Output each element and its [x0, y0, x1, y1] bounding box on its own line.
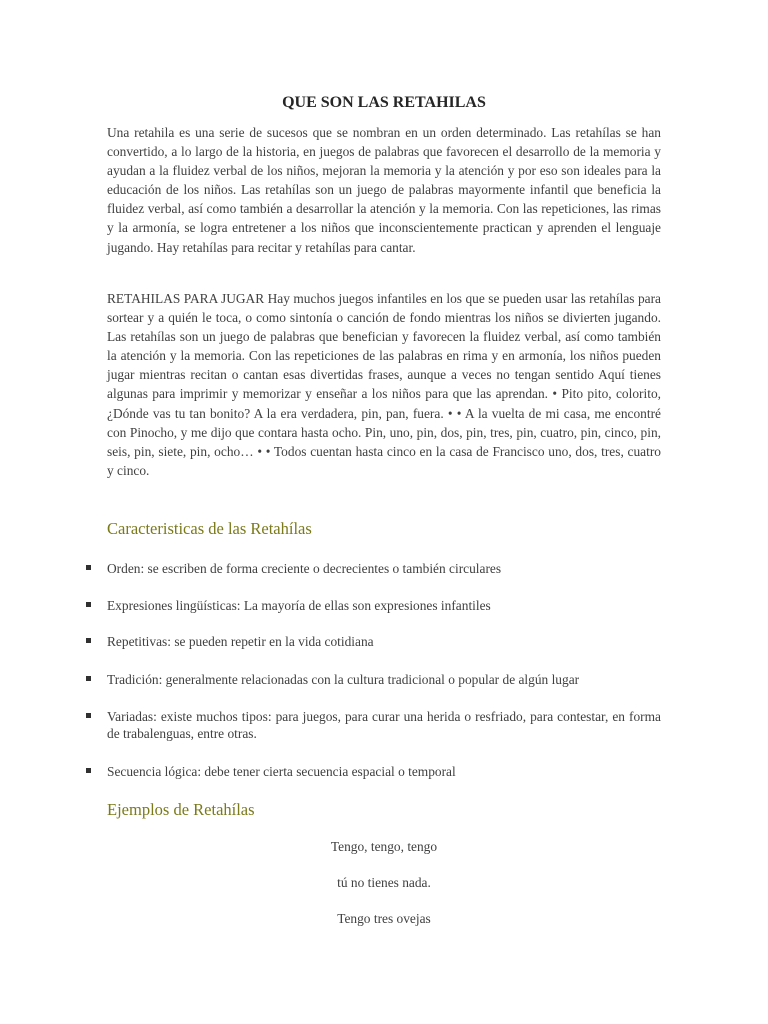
list-item-text: Secuencia lógica: debe tener cierta secuencia espacial o temporal — [107, 764, 456, 779]
square-bullet-icon — [86, 638, 91, 643]
square-bullet-icon — [86, 768, 91, 773]
list-item-text: Expresiones lingüísticas: La mayoría de ellas son expresiones infantiles — [107, 598, 491, 613]
list-item-text: Variadas: existe muchos tipos: para juegos, para curar una herida o resfriado, para contestar, en forma de trabalenguas, entre otras. — [107, 709, 661, 741]
square-bullet-icon — [86, 713, 91, 718]
list-item-text: Orden: se escriben de forma creciente o decrecientes o también circulares — [107, 561, 502, 576]
example-line: Tengo tres ovejas — [337, 911, 431, 926]
examples-heading: Ejemplos de Retahílas — [107, 800, 255, 819]
square-bullet-icon — [86, 676, 91, 681]
list-item-text: Repetitivas: se pueden repetir en la vida cotidiana — [107, 634, 374, 649]
intro-paragraph: Una retahila es una serie de sucesos que se nombran en un orden determinado. Las retahílas se han convertido, a lo largo de la historia, en juegos de palabras que favorecen el desarrollo de la memoria y ayudan a la fluidez verbal de los niños, mejoran la memoria y la atención y por eso son ideales para la educación de los niños. Las retahílas son un juego de palabras mayormente infantil que beneficia la fluidez verbal, así como también a desarrollar la atención y la memoria. Con las repeticiones, las rimas y la armonía, se logra entretener a los niños que inconscientemente practican y aprenden el lenguaje jugando. Hay retahílas para recitar y retahílas para cantar. — [107, 125, 661, 255]
square-bullet-icon — [86, 602, 91, 607]
square-bullet-icon — [86, 565, 91, 570]
example-line: Tengo, tengo, tengo — [330, 839, 438, 854]
retahilas-para-jugar-paragraph: RETAHILAS PARA JUGAR Hay muchos juegos infantiles en los que se pueden usar las retahílas para sortear y a quién le toca, o como sintonía o canción de fondo mientras los niños se divierten jugando. Las retahílas son un juego de palabras que benefician y favorecen la fluidez verbal, así como también la atención y la memoria. Con las repeticiones de las palabras en rima y en armonía, los niños pueden jugar mientras recitan o cantan esas divertidas frases, aunque a veces no tengan sentido Aquí tienes algunas para imprimir y memorizar y enseñar a los niños para que las aprendan. • Pito pito, colorito, ¿Dónde vas tu tan bonito? A la era verdadera, pin, pan, fuera. • • A la vuelta de mi casa, me encontré con Pinocho, y me dijo que contara hasta ocho. Pin, uno, pin, dos, pin, tres, pin, cuatro, pin, cinco, pin, seis, pin, siete, pin, ocho… • • Todos cuentan hasta cinco en la casa de Francisco uno, dos, tres, cuatro y cinco. — [107, 291, 661, 478]
document-title: QUE SON LAS RETAHILAS — [282, 94, 486, 111]
list-item-text: Tradición: generalmente relacionadas con la cultura tradicional o popular de algún lugar — [107, 672, 580, 687]
example-line: tú no tienes nada. — [337, 875, 431, 890]
characteristics-heading: Caracteristicas de las Retahílas — [107, 519, 312, 538]
